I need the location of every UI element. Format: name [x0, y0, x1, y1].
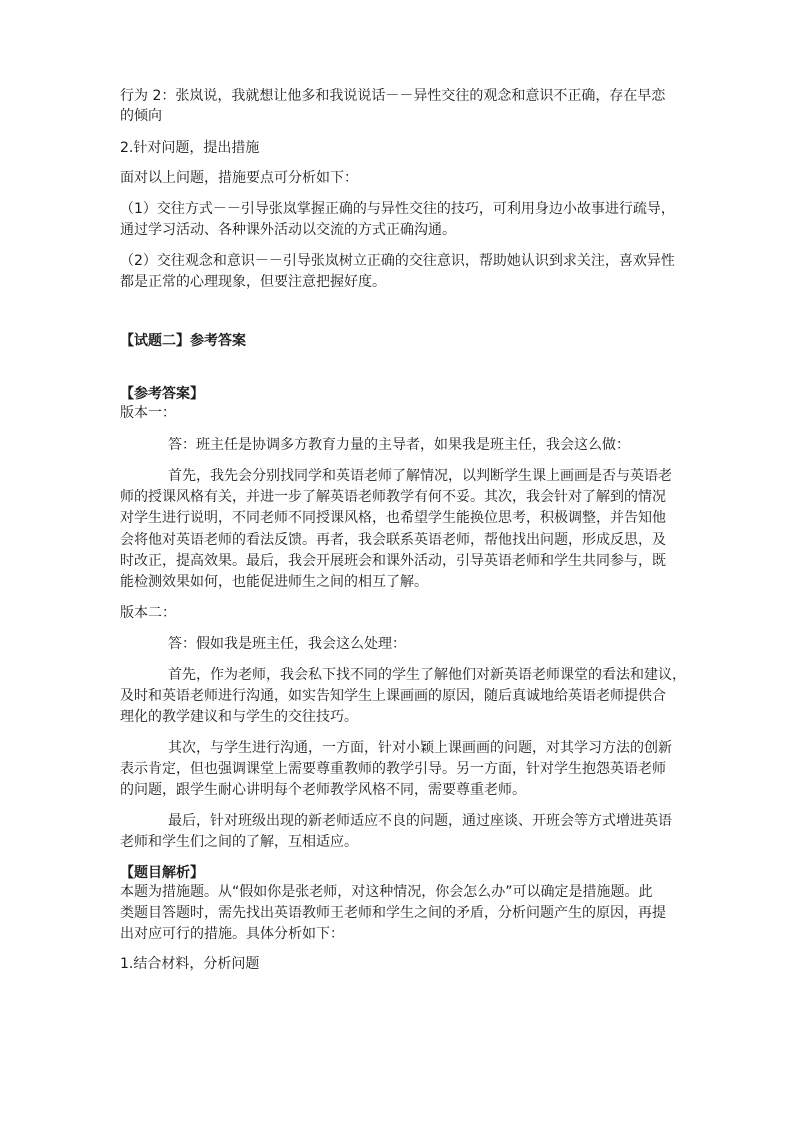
section-heading: 【题目解析】 [120, 865, 204, 881]
text-line: 版本二： [120, 605, 176, 621]
text-line: 本题为措施题。从“假如你是张老师，对这种情况，你会怎么办”可以确定是措施题。此 [120, 884, 653, 900]
text-line: 师的授课风格有关，并进一步了解英语老师教学有何不妥。其次，我会针对了解到的情况 [120, 489, 666, 505]
section-heading: 【试题二】参考答案 [120, 333, 246, 349]
text-line: 答：假如我是班主任，我会这么处理： [168, 636, 406, 652]
text-line: 能检测效果如何，也能促进师生之间的相互了解。 [120, 574, 428, 590]
text-line: 的问题，跟学生耐心讲明每个老师教学风格不同，需要尊重老师。 [120, 782, 526, 798]
text-line: 老师和学生们之间的了解，互相适应。 [120, 834, 358, 850]
text-line: 面对以上问题，措施要点可分析如下： [120, 170, 358, 186]
text-line: 及时和英语老师进行沟通，如实告知学生上课画画的原因，随后真诚地给英语老师提供合 [120, 688, 666, 704]
text-line: 版本一： [120, 405, 176, 421]
text-line: 都是正常的心理现象，但要注意把握好度。 [120, 274, 386, 290]
text-line: 理化的教学建议和与学生的交往技巧。 [120, 709, 358, 725]
text-line: 通过学习活动、各种课外活动以交流的方式正确沟通。 [120, 222, 456, 238]
text-line: 首先，我先会分别找同学和英语老师了解情况，以判断学生课上画画是否与英语老 [168, 468, 672, 484]
text-line: 1.结合材料，分析问题 [120, 956, 260, 972]
text-line: 其次，与学生进行沟通，一方面，针对小颖上课画画的问题，对其学习方法的创新 [168, 740, 672, 756]
text-line: （2）交往观念和意识－－引导张岚树立正确的交往意识，帮助她认识到求关注，喜欢异性 [120, 253, 675, 269]
text-line: 的倾向 [120, 108, 162, 124]
text-line: 首先，作为老师，我会私下找不同的学生了解他们对新英语老师课堂的看法和建议， [168, 667, 686, 683]
text-line: （1）交往方式－－引导张岚掌握正确的与异性交往的技巧，可利用身边小故事进行疏导， [120, 201, 675, 217]
text-line: 出对应可行的措施。具体分析如下： [120, 926, 344, 942]
text-line: 会将他对英语老师的看法反馈。再者，我会联系英语老师，帮他找出问题，形成反思，及 [120, 532, 666, 548]
text-line: 对学生进行说明，不同老师不同授课风格，也希望学生能换位思考，积极调整，并告知他 [120, 510, 666, 526]
text-line: 最后，针对班级出现的新老师适应不良的问题，通过座谈、开班会等方式增进英语 [168, 813, 672, 829]
section-heading: 【参考答案】 [120, 386, 204, 402]
text-line: 答：班主任是协调多方教育力量的主导者，如果我是班主任，我会这么做： [168, 437, 630, 453]
text-line: 表示肯定，但也强调课堂上需要尊重教师的教学引导。另一方面，针对学生抱怨英语老师 [120, 761, 666, 777]
text-line: 类题目答题时，需先找出英语教师王老师和学生之间的矛盾，分析问题产生的原因，再提 [120, 905, 666, 921]
text-line: 时改正，提高效果。最后，我会开展班会和课外活动，引导英语老师和学生共同参与，既 [120, 553, 666, 569]
text-line: 2.针对问题，提出措施 [120, 140, 260, 156]
text-line: 行为 2：张岚说，我就想让他多和我说说话－－异性交往的观念和意识不正确，存在早恋 [120, 88, 666, 104]
